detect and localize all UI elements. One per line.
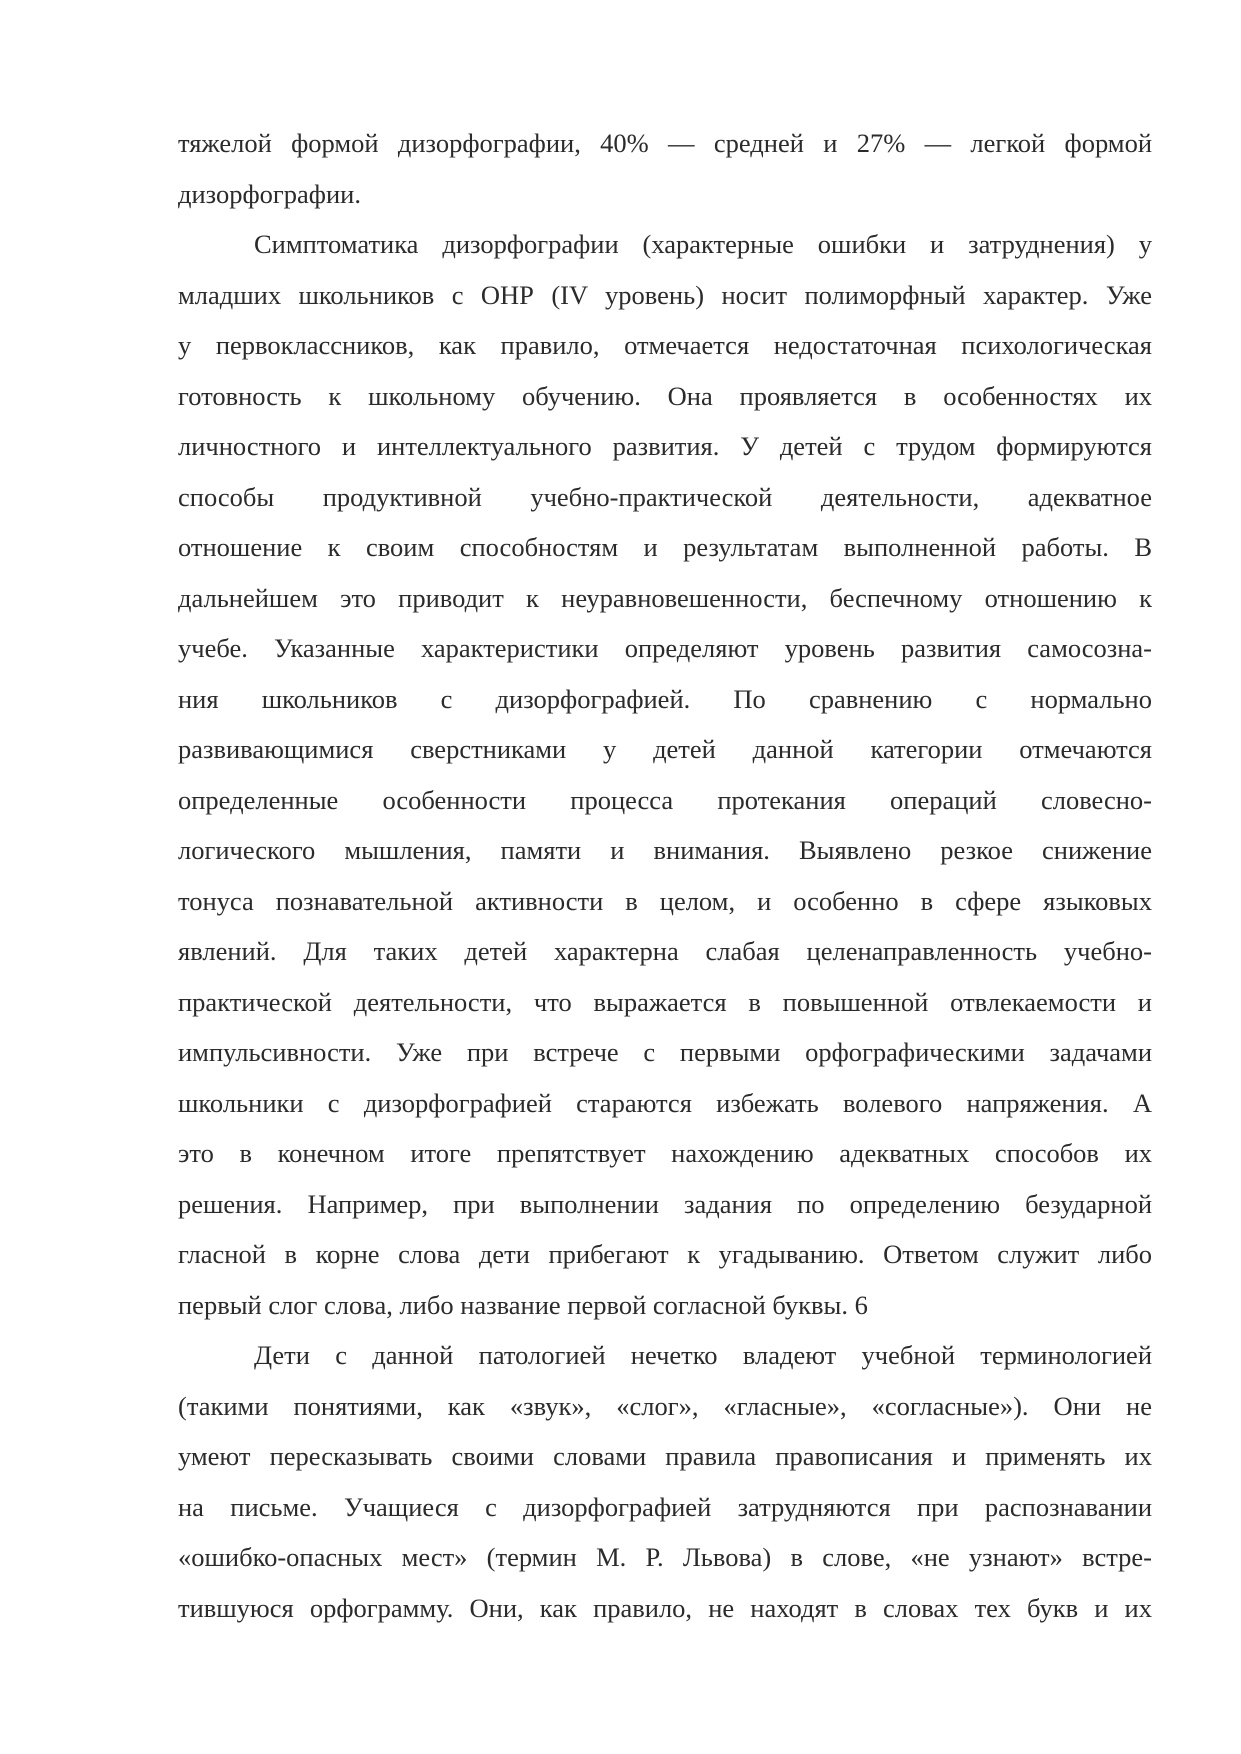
text-line: гласной в корне слова дети прибегают к угадыванию. Ответом служит либо: [178, 1239, 1152, 1269]
text-line: решения. Например, при выполнении задания по определению безударной: [178, 1188, 1152, 1219]
text-line: на письме. Учащиеся с дизорфографией затрудняются при распознавании: [178, 1491, 1152, 1522]
text-line: логического мышления, памяти и внимания. Выявлено резкое снижение: [178, 835, 1152, 865]
text-line: личностного и интеллектуального развития. У детей с трудом формируются: [178, 431, 1152, 461]
text-line: Дети с данной патологией нечетко владеют учебной терминологией: [254, 1340, 1152, 1370]
text-line: это в конечном итоге препятствует нахождению адекватных способов их: [178, 1138, 1152, 1168]
text-line: Симптоматика дизорфографии (характерные ошибки и затруднения) у: [254, 229, 1152, 259]
text-line: готовность к школьному обучению. Она проявляется в особенностях их: [178, 380, 1152, 411]
text-line: тонуса познавательной активности в целом, и особенно в сфере языковых: [178, 885, 1152, 916]
text-line: развивающимися сверстниками у детей данной категории отмечаются: [178, 734, 1152, 764]
text-line: школьники с дизорфографией стараются избежать волевого напряжения. А: [178, 1087, 1152, 1118]
text-line: (такими понятиями, как «звук», «слог», «гласные», «согласные»). Они не: [178, 1390, 1152, 1421]
text-line: учебе. Указанные характеристики определяют уровень развития самосозна-: [178, 633, 1152, 663]
text-line: ния школьников с дизорфографией. По сравнению с нормально: [178, 683, 1152, 714]
body-text: [178, 118, 1152, 1633]
text-line: явлений. Для таких детей характерна слабая целенаправленность учебно-: [178, 936, 1152, 966]
text-line: импульсивности. Уже при встрече с первыми орфографическими задачами: [178, 1037, 1152, 1067]
text-line: тяжелой формой дизорфографии, 40% — средней и 27% — легкой формой: [178, 128, 1152, 158]
text-line: определенные особенности процесса протекания операций словесно-: [178, 784, 1152, 815]
text-line: первый слог слова, либо название первой согласной буквы. 6: [178, 1289, 868, 1320]
text-line: дальнейшем это приводит к неуравновешенности, беспечному отношению к: [178, 582, 1152, 613]
text-line: дизорфографии.: [178, 178, 361, 209]
text-line: младших школьников с ОНР (IV уровень) носит полиморфный характер. Уже: [178, 279, 1152, 310]
text-line: отношение к своим способностям и результатам выполненной работы. В: [178, 532, 1152, 562]
text-line: способы продуктивной учебно-практической деятельности, адекватное: [178, 481, 1152, 512]
text-line: умеют пересказывать своими словами правила правописания и применять их: [178, 1441, 1152, 1471]
text-line: практической деятельности, что выражается в повышенной отвлекаемости и: [178, 986, 1152, 1017]
text-line: тившуюся орфограмму. Они, как правило, не находят в словах тех букв и их: [178, 1592, 1152, 1623]
text-line: у первоклассников, как правило, отмечается недостаточная психологическая: [178, 330, 1152, 360]
text-line: «ошибко-опасных мест» (термин М. Р. Львова) в слове, «не узнают» встре-: [178, 1542, 1152, 1572]
